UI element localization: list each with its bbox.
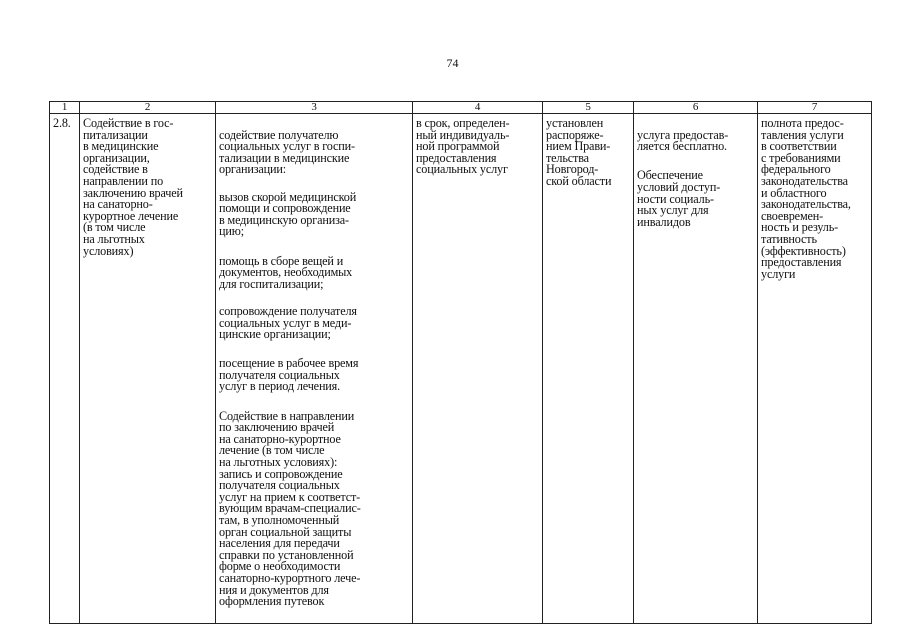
quality-indicators-cell: полнота предос- тавления услуги в соответствии с требованиями федерального законодательства и областного законодательства, своевремен- ность и резуль- тативность (эффективность) предоставления услуги — [758, 114, 872, 624]
column-numbers-row — [50, 102, 872, 114]
tariff-cell: установлен распоряже- нием Прави- тельства Новгород- ской области — [543, 114, 634, 624]
conditions-paragraph: услуга предостав- ляется бесплатно. — [637, 127, 729, 154]
service-term-cell: в срок, определен- ный индивидуаль- ной программой предоставления социальных услуг — [413, 114, 543, 624]
service-content-cell — [216, 114, 413, 624]
row-number-cell: 2.8. — [50, 114, 80, 624]
column-number-3: 3 — [216, 102, 413, 114]
conditions-cell — [634, 114, 758, 624]
service-name-cell: Содействие в гос- питализации в медицинские организации, содействие в направлении по заключению врачей на санаторно- курортное лечение (в том числе на льготных условиях) — [80, 114, 216, 624]
column-number-2: 2 — [80, 102, 216, 114]
column-number-4: 4 — [413, 102, 543, 114]
content-paragraph: содействие получателю социальных услуг в госпи- тализации в медицинские организации: — [219, 127, 355, 177]
page-number: 74 — [446, 56, 459, 70]
content-paragraph: Содействие в направлении по заключению врачей на санаторно-курортное лечение (в том числе на льготных условиях): запись и сопровождение получателя социальных услуг на прием к соответст- вующим врачам-специалис- там, в уполномоченный орган социальной защиты населения для передачи справки по установленной форме о необходимости санаторно-курортного лече- ния и документов для оформления путевок — [219, 408, 361, 609]
column-number-1: 1 — [50, 102, 80, 114]
conditions-paragraph: Обеспечение условий доступ- ности социаль- ных услуг для инвалидов — [637, 168, 721, 229]
content-paragraph: сопровождение получателя социальных услуг в меди- цинские организации; — [219, 303, 357, 342]
content-paragraph: посещение в рабочее время получателя социальных услуг в период лечения. — [219, 356, 359, 394]
table-row — [50, 114, 872, 624]
column-number-6: 6 — [634, 102, 758, 114]
content-paragraph: помощь в сборе вещей и документов, необходимых для госпитализации; — [219, 253, 353, 291]
column-number-7: 7 — [758, 102, 872, 114]
services-table — [49, 101, 872, 624]
content-paragraph: вызов скорой медицинской помощи и сопровождение в медицинскую организа- цию; — [219, 189, 357, 239]
column-number-5: 5 — [543, 102, 634, 114]
